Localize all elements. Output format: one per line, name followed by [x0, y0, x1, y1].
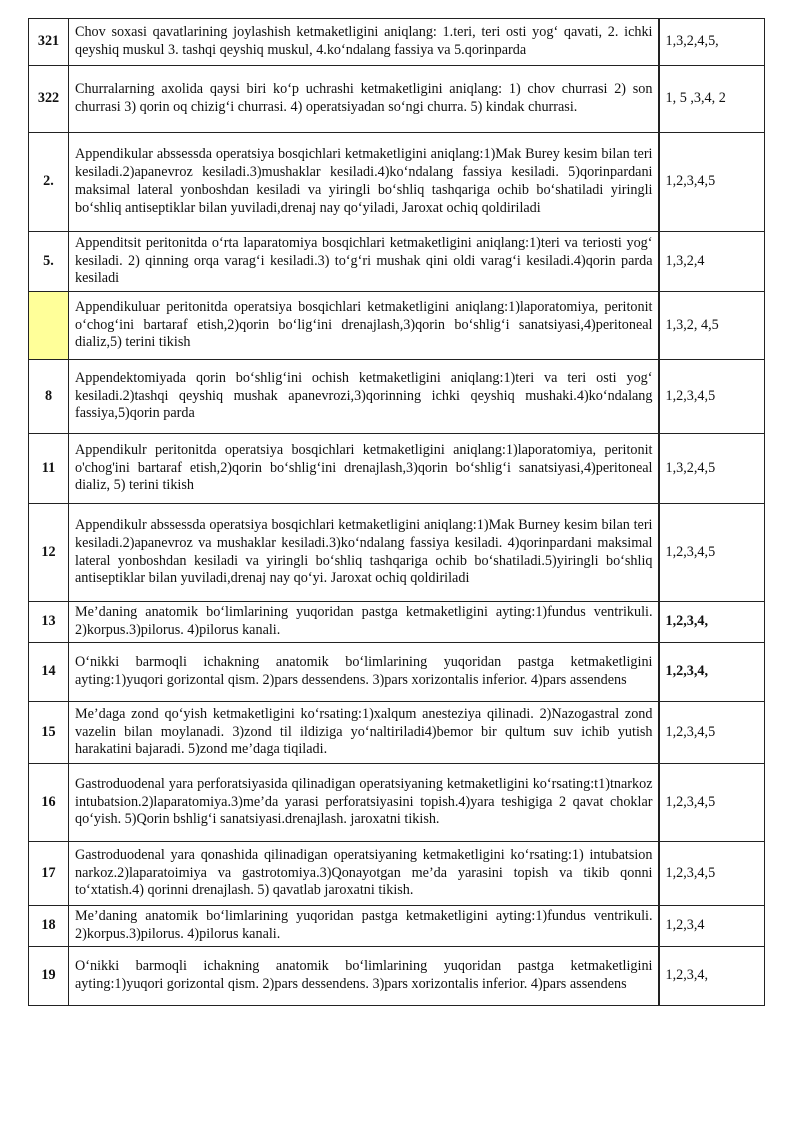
question-text: O‘nikki barmoqli ichakning anatomik bo‘limlarining yuqoridan pastga ketmaketligini ayting:1)yuqori gorizontal qism. 2)pars dessendens. 3)pars xorizontalis inferior. 4)pars assendens: [69, 947, 659, 1006]
table-row: [29, 504, 765, 602]
table-row: [29, 702, 765, 764]
answer-sequence: 1, 5 ,3,4, 2: [659, 66, 765, 133]
question-text: Appenditsit peritonitda o‘rta laparatomiya bosqichlari ketmaketligini aniqlang:1)teri va teriosti yog‘ kesiladi. 2) qinning orqa varag‘i kesiladi.3) to‘g‘ri mushak qini oldi varag‘i kesiladi.4)qorin parda kesiladi: [69, 232, 659, 292]
document-page: [28, 18, 764, 1006]
table-row: [29, 602, 765, 643]
question-text: O‘nikki barmoqli ichakning anatomik bo‘limlarining yuqoridan pastga ketmaketligini ayting:1)yuqori gorizontal qism. 2)pars dessendens. 3)pars xorizontalis inferior. 4)pars assendens: [69, 643, 659, 702]
table-row: [29, 643, 765, 702]
question-text: Appendikulr peritonitda operatsiya bosqichlari ketmaketligini aniqlang:1)laporatomiya, peritonit o'chog'ini bartaraf etish,2)qorin bo‘shlig‘ini drenajlash,3)qorin bo‘shlig‘i sanatsiyasi,4)peritoneal dializ, 5) terini tikish: [69, 434, 659, 504]
answer-sequence: 1,2,3,4,5: [659, 504, 765, 602]
row-number: 5.: [29, 232, 69, 292]
table-row: [29, 66, 765, 133]
answer-sequence: 1,2,3,4,5: [659, 702, 765, 764]
answer-sequence: 1,2,3,4,5: [659, 842, 765, 906]
question-text: Chov soxasi qavatlarining joylashish ketmaketligini aniqlang: 1.teri, teri osti yog‘ qavati, 2. ichki qeyshiq muskul 3. tashqi qeyshiq muskul, 4.ko‘ndalang fassiya va 5.qorinparda: [69, 19, 659, 66]
table-row: [29, 842, 765, 906]
answer-sequence: 1,3,2,4,5,: [659, 19, 765, 66]
row-number: 2.: [29, 133, 69, 232]
row-number: 17: [29, 842, 69, 906]
question-text: Me’daning anatomik bo‘limlarining yuqoridan pastga ketmaketligini ayting:1)fundus ventrikuli. 2)korpus.3)pilorus. 4)pilorus kanali.: [69, 906, 659, 947]
question-text: Appendikular abssessda operatsiya bosqichlari ketmaketligini aniqlang:1)Mak Burey kesim bilan teri kesiladi.2)apanevroz kesiladi.3)mushaklar kesiladi.4)ko‘ndalang fassiya kesiladi. 5)qorinpardani maksimal lateral yonboshdan kesiladi va yiringli bo‘shliq tashqariga ochib bo‘shatiladi yiringli bo‘shliq antiseptiklar bilan yuviladi,drenaj nay qo‘yiladi, Jaroxat ochiq qoldiriladi: [69, 133, 659, 232]
row-number: 8: [29, 360, 69, 434]
question-text: Gastroduodenal yara perforatsiyasida qilinadigan operatsiyaning ketmaketligini ko‘rsating:t1)tnarkoz intubatsion.2)laparatomiya.3)me’da yarasi perforatsiyasini topish.4)yara teshigiga 2 qavat choklar qo‘yish. 5)Qorin bshlig‘i sanatsiyasi.drenajlash. jaroxatni tikish.: [69, 764, 659, 842]
table-row: [29, 906, 765, 947]
question-text: Me’daning anatomik bo‘limlarining yuqoridan pastga ketmaketligini ayting:1)fundus ventrikuli. 2)korpus.3)pilorus. 4)pilorus kanali.: [69, 602, 659, 643]
row-number: 16: [29, 764, 69, 842]
table-row: [29, 19, 765, 66]
row-number: 11: [29, 434, 69, 504]
question-text: Appendikuluar peritonitda operatsiya bosqichlari ketmaketligini aniqlang:1)laporatomiya, peritonit o‘chog‘ini bartaraf etish,2)qorin bo‘lig‘ini drenajlash,3)qorin bo‘shlig‘i sanatsiyasi,4)peritoneal dializ,5) terini tikish: [69, 292, 659, 360]
answer-sequence: 1,2,3,4,5: [659, 764, 765, 842]
table-row: [29, 947, 765, 1006]
question-text: Churralarning axolida qaysi biri ko‘p uchrashi ketmaketligini aniqlang: 1) chov churrasi 2) son churrasi 3) qorin oq chizig‘i churrasi. 4) operatsiyadan so‘ngi churra. 5) kindak churrasi.: [69, 66, 659, 133]
answer-sequence: 1,3,2,4,5: [659, 434, 765, 504]
row-number: 12: [29, 504, 69, 602]
question-text: Gastroduodenal yara qonashida qilinadigan operatsiyaning ketmaketligini ko‘rsating:1) intubatsion narkoz.2)laparatoimiya va gastrotomiya.3)Qonayotgan me’da yarasini topish va tikib qonni to‘xtatish.4) qorinni drenajlash. 5) qavatlab jaroxatni tikish.: [69, 842, 659, 906]
row-number: 13: [29, 602, 69, 643]
answer-sequence: 1,3,2,4: [659, 232, 765, 292]
answer-sequence: 1,2,3,4,5: [659, 133, 765, 232]
answer-sequence: 1,3,2, 4,5: [659, 292, 765, 360]
row-number: 321: [29, 19, 69, 66]
table-row: [29, 360, 765, 434]
table-row: [29, 232, 765, 292]
answer-sequence: 1,2,3,4,: [659, 947, 765, 1006]
question-table-body: [29, 19, 765, 1006]
row-number: 15: [29, 702, 69, 764]
answer-sequence: 1,2,3,4,5: [659, 360, 765, 434]
question-table: [28, 18, 765, 1006]
table-row: [29, 764, 765, 842]
answer-sequence: 1,2,3,4,: [659, 643, 765, 702]
table-row: [29, 133, 765, 232]
table-row: [29, 434, 765, 504]
question-text: Me’daga zond qo‘yish ketmaketligini ko‘rsating:1)xalqum anesteziya qilinadi. 2)Nazogastral zond vazelin bilan moylanadi. 3)zond til ildiziga yo‘naltiriladi4)bemor bir qultum suv ichib yutish harakatini bajaradi. 5)zond me’daga tiqiladi.: [69, 702, 659, 764]
row-number: 18: [29, 906, 69, 947]
answer-sequence: 1,2,3,4: [659, 906, 765, 947]
question-text: Appendektomiyada qorin bo‘shlig‘ini ochish ketmaketligini aniqlang:1)teri va teri osti yog‘ kesiladi.2)tashqi qeyshiq mushak apanevrozi,3)qorinning ichki qeyshiq mushaki.4)ko‘ndalang fassiya,5)qorin parda: [69, 360, 659, 434]
question-text: Appendikulr abssessda operatsiya bosqichlari ketmaketligini aniqlang:1)Mak Burney kesim bilan teri kesiladi.2)apanevroz va mushaklar kesiladi.3)ko‘ndalang fassiya kesiladi. 4)qorinpardani maksimal lateral yonboshdan kesiladi va yiringli bo‘shliq tashqariga ochib bo‘shatiladi.5)yiringli bo‘shliq antiseptiklar bilan yuviladi,drenaj nay qo‘yi. Jaroxat ochiq qoldiriladi: [69, 504, 659, 602]
row-number-highlighted: [29, 292, 69, 360]
table-row: [29, 292, 765, 360]
row-number: 19: [29, 947, 69, 1006]
row-number: 14: [29, 643, 69, 702]
row-number: 322: [29, 66, 69, 133]
answer-sequence: 1,2,3,4,: [659, 602, 765, 643]
